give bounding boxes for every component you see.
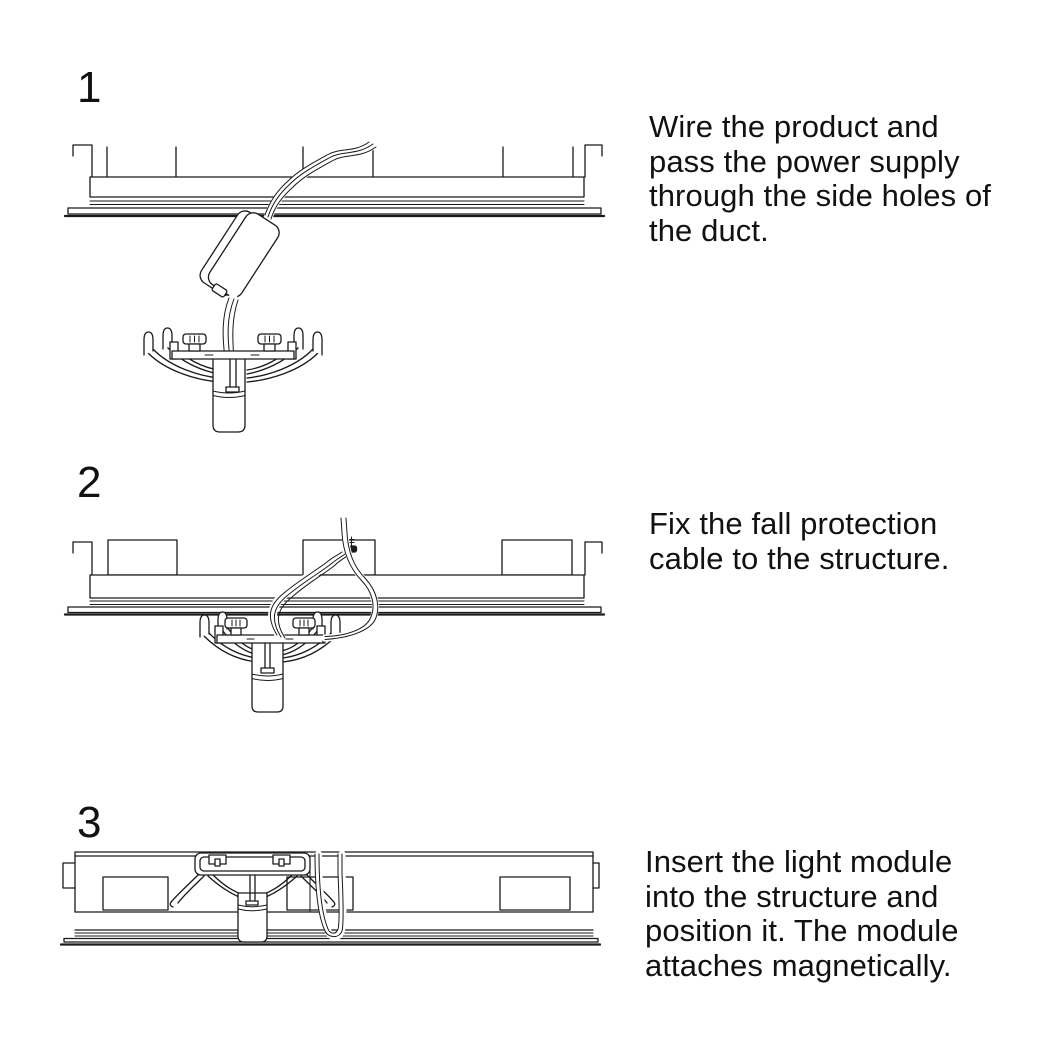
step-3-number: 3 bbox=[77, 798, 102, 847]
instruction-line: Wire the product and bbox=[649, 109, 939, 144]
instruction-line: position it. The module bbox=[645, 913, 959, 948]
module-mounting-plate bbox=[172, 351, 294, 359]
figure-step-2-fall-protection-illustration bbox=[62, 515, 607, 720]
instruction-line: pass the power supply bbox=[649, 143, 960, 179]
step-2-number: 2 bbox=[77, 458, 102, 507]
step-1-figure bbox=[62, 130, 607, 445]
instruction-line: through the side holes of bbox=[649, 178, 992, 213]
module-mounting-plate bbox=[217, 635, 323, 643]
instruction-line: cable to the structure. bbox=[649, 540, 950, 576]
step-1-number: 1 bbox=[77, 63, 102, 112]
spotlight-cylinder bbox=[252, 643, 283, 712]
spotlight-cylinder bbox=[213, 359, 245, 432]
spring-hook-left-outer bbox=[144, 332, 153, 355]
step-3-instruction bbox=[645, 845, 959, 983]
spring-hook-left-outer bbox=[200, 615, 209, 637]
light-module bbox=[200, 612, 340, 712]
step-2-figure bbox=[62, 515, 607, 720]
spotlight-cylinder bbox=[238, 893, 267, 942]
spring-hook-right-outer bbox=[313, 332, 322, 355]
step-1-instruction bbox=[649, 110, 991, 248]
step-2-instruction bbox=[649, 507, 949, 576]
module-wire bbox=[223, 298, 238, 359]
step-3-figure bbox=[58, 843, 603, 958]
duct-structure bbox=[65, 540, 604, 615]
instruction-line: the duct. bbox=[649, 212, 769, 248]
instruction-line: Insert the light module bbox=[645, 844, 953, 879]
instruction-line: Fix the fall protection bbox=[649, 506, 938, 541]
instruction-line: into the structure and bbox=[645, 878, 939, 914]
instruction-line: attaches magnetically. bbox=[645, 947, 952, 983]
figure-step-3-insertion-illustration bbox=[58, 843, 603, 958]
figure-step-1-wiring-illustration bbox=[62, 130, 607, 445]
